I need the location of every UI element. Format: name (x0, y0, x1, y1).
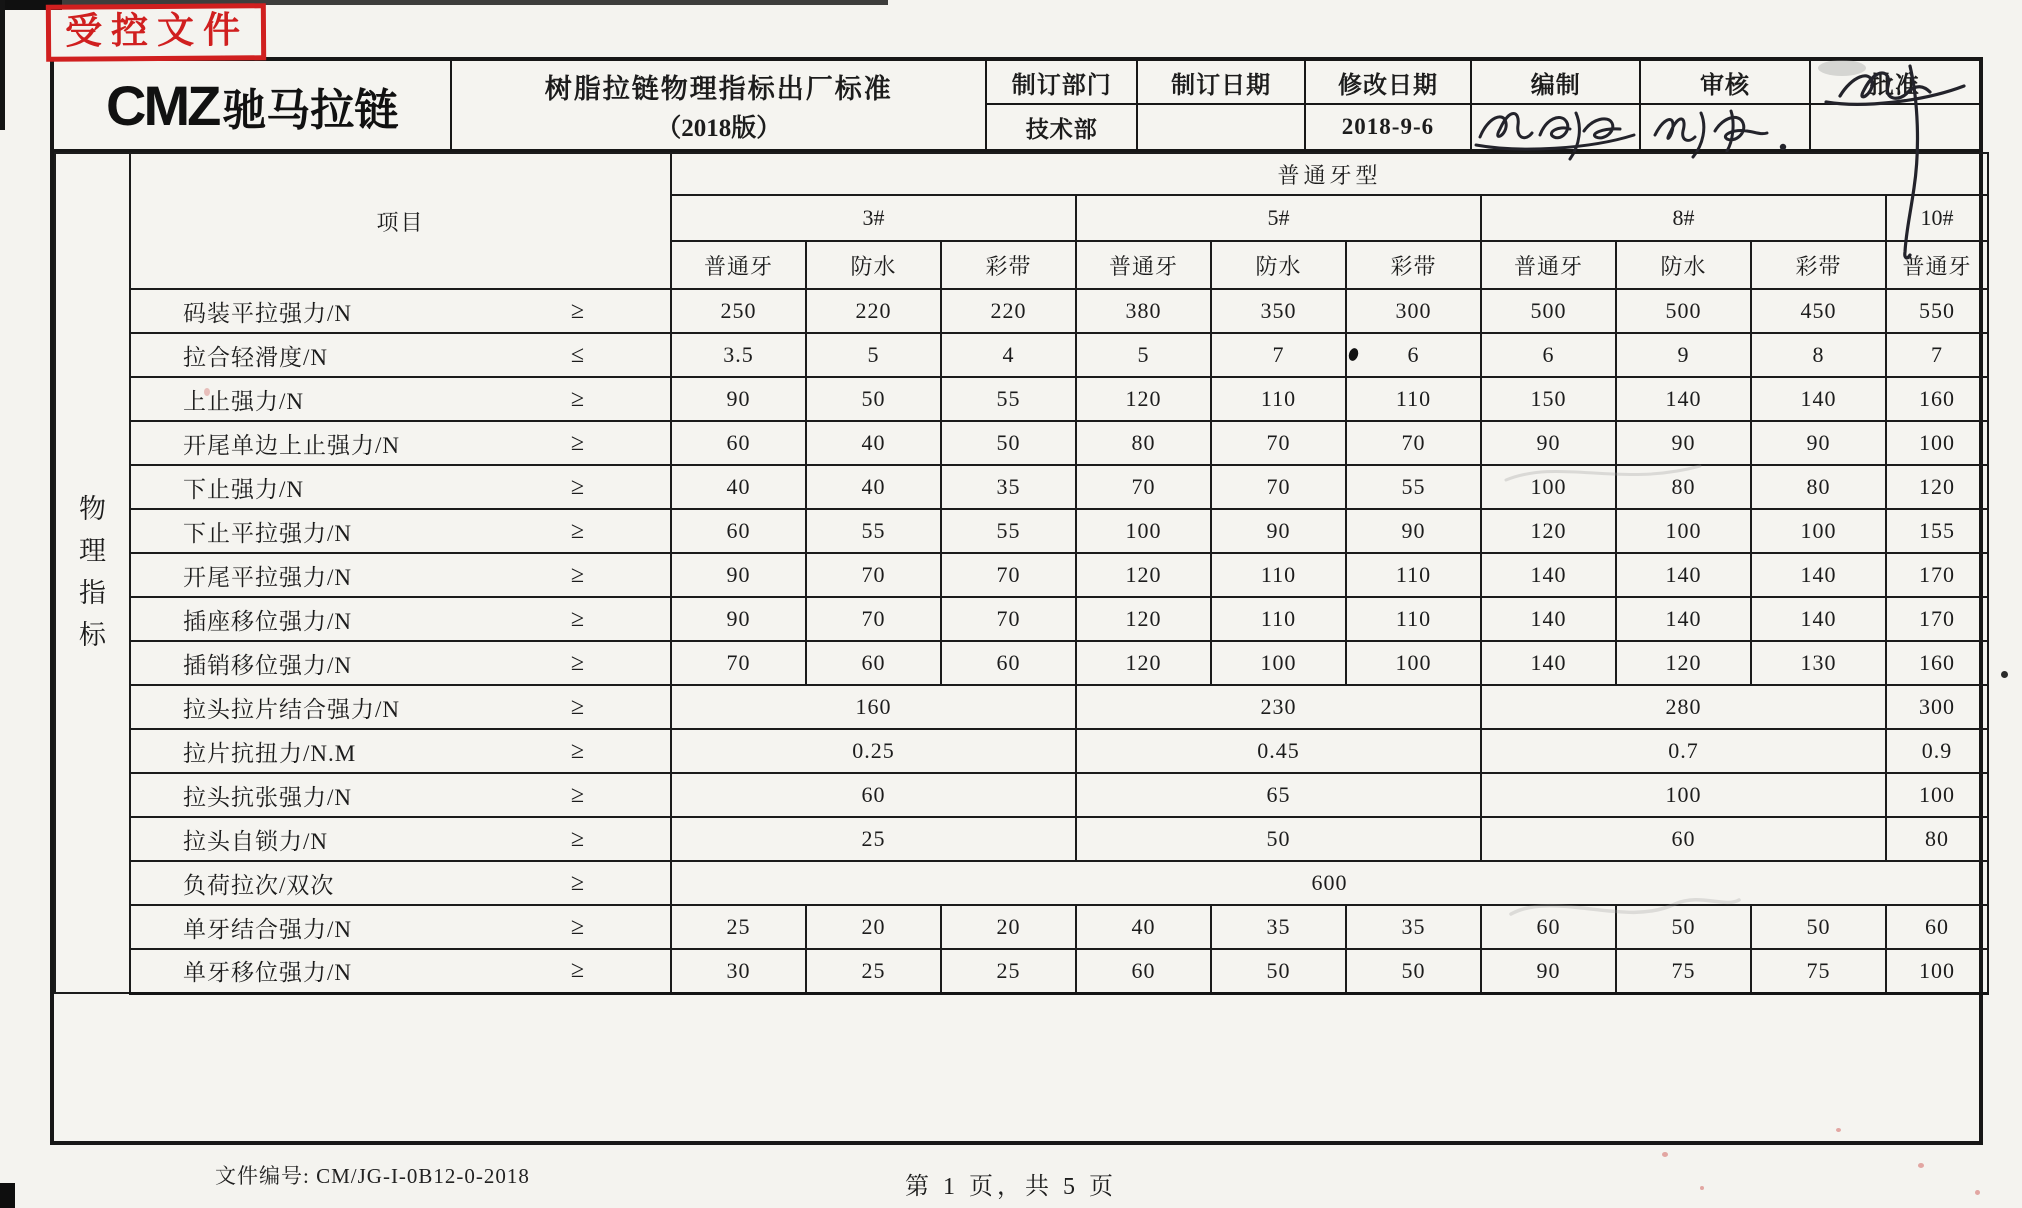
value-cell: 120 (1076, 641, 1211, 685)
data-row (55, 949, 1988, 993)
row-operator: ≥ (570, 561, 584, 588)
row-label-cell (130, 377, 671, 421)
data-row (55, 905, 1988, 949)
row-operator: ≥ (570, 957, 584, 984)
data-row (55, 333, 1988, 377)
row-label: 下止平拉强力/N (183, 520, 352, 546)
row-operator: ≥ (570, 913, 584, 940)
row-operator: ≥ (570, 869, 584, 896)
value-cell: 70 (1346, 421, 1481, 465)
value-cell: 35 (1346, 905, 1481, 949)
value-cell: 100 (1211, 641, 1346, 685)
merged-value-cell: 50 (1076, 817, 1481, 861)
value-cell: 130 (1751, 641, 1886, 685)
field-label: 制订部门 (987, 61, 1136, 105)
value-cell: 50 (806, 377, 941, 421)
row-label-cell (130, 289, 671, 333)
value-cell: 220 (941, 289, 1076, 333)
value-cell: 90 (1346, 509, 1481, 553)
value-cell: 140 (1481, 597, 1616, 641)
value-cell: 500 (1481, 289, 1616, 333)
row-label-cell (130, 509, 671, 553)
value-cell: 100 (1616, 509, 1751, 553)
row-label-wrap (131, 603, 670, 636)
value-cell: 60 (941, 641, 1076, 685)
row-label: 插座移位强力/N (183, 608, 352, 634)
row-operator: ≥ (570, 473, 584, 500)
row-label-wrap (131, 911, 670, 944)
value-cell: 70 (1211, 421, 1346, 465)
value-cell: 140 (1616, 377, 1751, 421)
value-cell: 40 (671, 465, 806, 509)
row-label: 开尾单边上止强力/N (183, 432, 400, 458)
row-operator: ≤ (570, 341, 584, 368)
value-cell: 380 (1076, 289, 1211, 333)
value-cell: 140 (1481, 641, 1616, 685)
value-cell: 80 (1616, 465, 1751, 509)
row-label-cell (130, 465, 671, 509)
tooth-header-cell: 防水 (1211, 241, 1346, 289)
value-cell: 80 (1751, 465, 1886, 509)
row-label-cell (130, 553, 671, 597)
value-cell: 140 (1481, 553, 1616, 597)
tooth-header-cell: 彩带 (1751, 241, 1886, 289)
value-cell: 70 (941, 553, 1076, 597)
row-operator: ≥ (570, 825, 584, 852)
value-cell: 110 (1211, 553, 1346, 597)
value-cell: 90 (1481, 421, 1616, 465)
spec-table (54, 152, 1989, 995)
value-cell: 90 (671, 553, 806, 597)
item-header-cell: 项目 (130, 153, 671, 289)
row-label-wrap (131, 647, 670, 680)
size-header-cell: 10# (1886, 195, 1988, 241)
row-operator: ≥ (570, 517, 584, 544)
merged-value-cell: 100 (1886, 773, 1988, 817)
row-operator: ≥ (570, 605, 584, 632)
value-cell: 50 (1616, 905, 1751, 949)
value-cell: 100 (1076, 509, 1211, 553)
row-label-cell (130, 685, 671, 729)
value-cell: 3.5 (671, 333, 806, 377)
value-cell: 40 (806, 465, 941, 509)
merged-value-cell: 25 (671, 817, 1076, 861)
page-indicator: 第 1 页，共 5 页 (905, 1174, 1117, 1200)
tooth-header-cell: 彩带 (941, 241, 1076, 289)
value-cell: 150 (1481, 377, 1616, 421)
row-label: 拉片抗扭力/N.M (183, 740, 357, 766)
data-row (55, 729, 1988, 773)
value-cell: 70 (941, 597, 1076, 641)
value-cell: 20 (806, 905, 941, 949)
document-title: 树脂拉链物理指标出厂标准 (544, 73, 893, 104)
row-operator: ≥ (570, 385, 584, 412)
value-cell: 155 (1886, 509, 1988, 553)
value-cell: 90 (1751, 421, 1886, 465)
field-approved-by (1811, 61, 1979, 149)
field-revise-date (1306, 61, 1472, 149)
controlled-document-stamp (46, 3, 266, 61)
value-cell: 50 (1346, 949, 1481, 993)
value-cell: 25 (806, 949, 941, 993)
value-cell: 90 (671, 377, 806, 421)
data-row (55, 509, 1988, 553)
merged-value-cell: 230 (1076, 685, 1481, 729)
data-row (55, 773, 1988, 817)
value-cell: 90 (1616, 421, 1751, 465)
field-label: 审核 (1641, 61, 1808, 105)
value-cell: 8 (1751, 333, 1886, 377)
value-cell: 100 (1751, 509, 1886, 553)
value-cell: 70 (1211, 465, 1346, 509)
value-cell: 55 (1346, 465, 1481, 509)
value-cell: 300 (1346, 289, 1481, 333)
row-label-wrap (131, 779, 670, 812)
row-label-wrap (131, 471, 670, 504)
row-label-wrap (131, 383, 670, 416)
value-cell: 40 (1076, 905, 1211, 949)
value-cell: 70 (671, 641, 806, 685)
value-cell: 6 (1481, 333, 1616, 377)
value-cell: 7 (1886, 333, 1988, 377)
value-cell: 170 (1886, 553, 1988, 597)
row-label-wrap (131, 339, 670, 372)
row-label-cell (130, 333, 671, 377)
row-label-wrap (131, 515, 670, 548)
data-row (55, 685, 1988, 729)
tooth-header-cell: 防水 (806, 241, 941, 289)
row-label: 拉合轻滑度/N (183, 344, 328, 370)
value-cell: 500 (1616, 289, 1751, 333)
side-label-cell (55, 153, 130, 993)
value-cell: 550 (1886, 289, 1988, 333)
row-operator: ≥ (570, 429, 584, 456)
data-row (55, 817, 1988, 861)
ink-dot (2001, 671, 2008, 678)
value-cell: 450 (1751, 289, 1886, 333)
document-number-value: CM/JG-I-0B12-0-2018 (316, 1164, 530, 1188)
value-cell: 5 (1076, 333, 1211, 377)
row-label-wrap (131, 427, 670, 460)
tooth-header-cell: 普通牙 (1481, 241, 1616, 289)
value-cell: 70 (806, 597, 941, 641)
value-cell: 100 (1481, 465, 1616, 509)
value-cell: 6 (1346, 333, 1481, 377)
merged-value-cell: 0.25 (671, 729, 1076, 773)
value-cell: 7 (1211, 333, 1346, 377)
value-cell: 40 (806, 421, 941, 465)
merged-value-cell: 0.7 (1481, 729, 1886, 773)
row-label-cell (130, 905, 671, 949)
value-cell: 50 (1751, 905, 1886, 949)
data-row (55, 597, 1988, 641)
merged-value-cell: 60 (671, 773, 1076, 817)
value-cell: 60 (1886, 905, 1988, 949)
value-cell: 30 (671, 949, 806, 993)
value-cell: 90 (1211, 509, 1346, 553)
value-cell: 50 (941, 421, 1076, 465)
value-cell: 60 (1481, 905, 1616, 949)
row-label-wrap (131, 823, 670, 856)
value-cell: 140 (1751, 553, 1886, 597)
merged-value-cell: 300 (1886, 685, 1988, 729)
document-title-cell (452, 61, 987, 149)
red-speck (1662, 1152, 1668, 1157)
value-cell: 35 (1211, 905, 1346, 949)
value-cell: 140 (1616, 597, 1751, 641)
tooth-header-cell: 普通牙 (1886, 241, 1988, 289)
document-number-label: 文件编号: (215, 1164, 310, 1188)
value-cell: 160 (1886, 377, 1988, 421)
value-cell: 110 (1211, 597, 1346, 641)
value-cell: 250 (671, 289, 806, 333)
value-cell: 100 (1886, 421, 1988, 465)
row-label-wrap (131, 867, 670, 900)
value-cell: 75 (1616, 949, 1751, 993)
document-title-version: （2018版） (656, 114, 782, 142)
value-cell: 120 (1481, 509, 1616, 553)
row-operator: ≥ (570, 693, 584, 720)
row-label-cell (130, 861, 671, 905)
reviewed-signature (1641, 105, 1808, 149)
data-row (55, 421, 1988, 465)
value-cell: 70 (806, 553, 941, 597)
tooth-header-cell: 防水 (1616, 241, 1751, 289)
field-prepared-by (1472, 61, 1641, 149)
tooth-header-cell: 普通牙 (671, 241, 806, 289)
company-logo (106, 73, 398, 138)
value-cell: 100 (1886, 949, 1988, 993)
row-label-cell (130, 421, 671, 465)
value-cell: 25 (941, 949, 1076, 993)
row-label: 拉头自锁力/N (183, 828, 328, 854)
data-row (55, 289, 1988, 333)
value-cell: 70 (1076, 465, 1211, 509)
value-cell: 120 (1076, 553, 1211, 597)
merged-value-cell: 0.9 (1886, 729, 1988, 773)
row-label-wrap (131, 735, 670, 768)
row-label: 单牙结合强力/N (183, 916, 352, 942)
header-band (54, 61, 1979, 152)
value-cell: 120 (1886, 465, 1988, 509)
data-row (55, 861, 1988, 905)
value-cell: 35 (941, 465, 1076, 509)
row-label: 单牙移位强力/N (183, 960, 352, 986)
field-label: 批准 (1811, 61, 1979, 105)
field-value: 2018-9-6 (1341, 114, 1435, 139)
row-operator: ≥ (570, 297, 584, 324)
value-cell: 120 (1076, 597, 1211, 641)
side-label: 物理指标 (79, 494, 106, 650)
row-operator: ≥ (570, 781, 584, 808)
value-cell: 140 (1616, 553, 1751, 597)
value-cell: 90 (671, 597, 806, 641)
row-label: 下止强力/N (183, 476, 304, 502)
row-label-wrap (131, 954, 670, 987)
spec-table-wrap (54, 152, 1979, 995)
prepared-signature (1472, 105, 1639, 149)
value-cell: 110 (1346, 553, 1481, 597)
value-cell: 110 (1346, 597, 1481, 641)
value-cell: 100 (1346, 641, 1481, 685)
value-cell: 140 (1751, 597, 1886, 641)
row-label: 上止强力/N (183, 388, 304, 414)
value-cell: 75 (1751, 949, 1886, 993)
full-span-value-cell: 600 (671, 861, 1988, 905)
data-row (55, 641, 1988, 685)
field-label: 制订日期 (1138, 61, 1303, 105)
company-logo-cell (54, 61, 452, 149)
row-label-cell (130, 641, 671, 685)
logo-cjk-text: 驰马拉链 (222, 85, 399, 135)
tooth-header-cell: 普通牙 (1076, 241, 1211, 289)
merged-value-cell: 65 (1076, 773, 1481, 817)
field-value: 技术部 (1025, 116, 1098, 142)
value-cell: 220 (806, 289, 941, 333)
value-cell: 120 (1616, 641, 1751, 685)
table-header-row-top (55, 153, 1988, 195)
value-cell: 140 (1751, 377, 1886, 421)
field-department (987, 61, 1138, 149)
field-create-date (1138, 61, 1305, 149)
approved-signature (1811, 105, 1979, 149)
value-cell: 90 (1481, 949, 1616, 993)
value-cell: 110 (1346, 377, 1481, 421)
logo-latin-text: CMZ (106, 73, 219, 137)
document-frame (50, 57, 1983, 1145)
row-label: 负荷拉次/双次 (183, 872, 335, 898)
row-label-wrap (131, 559, 670, 592)
value-cell: 60 (806, 641, 941, 685)
merged-value-cell: 80 (1886, 817, 1988, 861)
signature-scribble (1641, 101, 1807, 159)
top-header-cell: 普通牙型 (671, 153, 1988, 195)
value-cell: 170 (1886, 597, 1988, 641)
row-label: 拉头抗张强力/N (183, 784, 352, 810)
row-label: 插销移位强力/N (183, 652, 352, 678)
value-cell: 55 (941, 377, 1076, 421)
value-cell: 5 (806, 333, 941, 377)
merged-value-cell: 280 (1481, 685, 1886, 729)
row-label-cell (130, 773, 671, 817)
row-label-wrap (131, 691, 670, 724)
value-cell: 120 (1076, 377, 1211, 421)
value-cell: 9 (1616, 333, 1751, 377)
row-label-cell (130, 949, 671, 993)
value-cell: 50 (1211, 949, 1346, 993)
value-cell: 60 (671, 509, 806, 553)
value-cell: 110 (1211, 377, 1346, 421)
merged-value-cell: 60 (1481, 817, 1886, 861)
field-value (1138, 105, 1303, 149)
value-cell: 350 (1211, 289, 1346, 333)
row-label: 拉头拉片结合强力/N (183, 696, 400, 722)
value-cell: 25 (671, 905, 806, 949)
value-cell: 60 (1076, 949, 1211, 993)
value-cell: 4 (941, 333, 1076, 377)
size-header-cell: 8# (1481, 195, 1886, 241)
row-label: 开尾平拉强力/N (183, 564, 352, 590)
row-label: 码装平拉强力/N (183, 300, 352, 326)
size-header-cell: 3# (671, 195, 1076, 241)
row-label-cell (130, 597, 671, 641)
value-cell: 80 (1076, 421, 1211, 465)
data-row (55, 377, 1988, 421)
row-label-wrap (131, 295, 670, 328)
field-label: 编制 (1472, 61, 1639, 105)
size-header-cell: 5# (1076, 195, 1481, 241)
merged-value-cell: 0.45 (1076, 729, 1481, 773)
row-operator: ≥ (570, 737, 584, 764)
value-cell: 55 (806, 509, 941, 553)
data-row (55, 465, 1988, 509)
merged-value-cell: 160 (671, 685, 1076, 729)
value-cell: 160 (1886, 641, 1988, 685)
scan-artifact-left-edge (0, 0, 5, 130)
value-cell: 20 (941, 905, 1076, 949)
data-row (55, 553, 1988, 597)
field-reviewed-by (1641, 61, 1810, 149)
merged-value-cell: 100 (1481, 773, 1886, 817)
value-cell: 55 (941, 509, 1076, 553)
stamp-text: 受控文件 (64, 9, 250, 52)
signature-scribble (1472, 101, 1638, 159)
field-label: 修改日期 (1306, 61, 1470, 105)
tooth-header-cell: 彩带 (1346, 241, 1481, 289)
row-label-cell (130, 729, 671, 773)
row-label-cell (130, 817, 671, 861)
row-operator: ≥ (570, 649, 584, 676)
value-cell: 60 (671, 421, 806, 465)
